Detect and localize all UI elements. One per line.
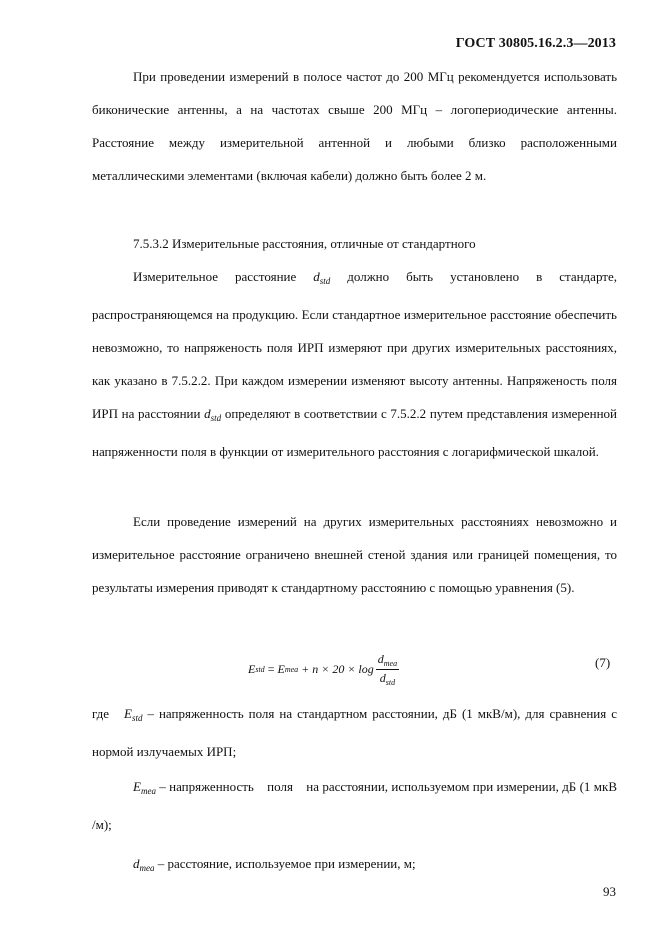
denominator-sub: std xyxy=(385,677,396,687)
var-d: d xyxy=(133,856,140,871)
denominator-var: d xyxy=(379,670,386,685)
equation xyxy=(248,648,399,690)
paragraph-emea xyxy=(92,770,621,841)
numerator-var: d xyxy=(377,651,384,666)
var-E: E xyxy=(124,706,132,721)
fraction-denominator xyxy=(378,670,397,687)
section-heading: 7.5.3.2 Измерительные расстояния, отличные от стандартного xyxy=(133,236,476,251)
paragraph-dmea xyxy=(92,847,617,885)
text-fragment: – расстояние, используемое при измерении, м; xyxy=(154,856,416,871)
formula-equals: = xyxy=(264,661,278,676)
var-d: d xyxy=(204,406,211,421)
text-fragment: должно быть установлено в стандарте, распространяющемся на продукцию. Если стандартное измерительное расстояние обеспечить невозможно, то напряженость поля ИРП измеряют при других измерительных расстояниях, как указано в 7.5.2.2. При каждом измерении изменяют высоту антенны. Напряженость поля ИРП на расстоянии xyxy=(92,269,617,421)
subscript-mea: mea xyxy=(140,786,156,796)
text-fragment: определяют в соответствии с 7.5.2.2 путем представления измеренной напряженности поля в функции от измерительного расстояния с логарифмической шкалой. xyxy=(92,406,618,459)
document-header: ГОСТ 30805.16.2.3—2013 xyxy=(455,36,616,51)
text-fragment: – напряженность поля на расстоянии, используемом при измерении, дБ (1 мкВ /м); xyxy=(92,779,621,832)
subscript-std: std xyxy=(319,276,331,286)
paragraph-antennas: При проведении измерений в полосе частот до 200 МГц рекомендуется использовать биконические антенны, а на частотах свыше 200 МГц – логопериодические антенны. Расстояние между измерительной антенной и любыми близко расположенными металлическими элементами (включая кабели) должно быть более 2 м. xyxy=(92,69,617,183)
subscript-std: std xyxy=(131,713,143,723)
var-d: d xyxy=(313,269,320,284)
formula-fraction xyxy=(376,652,399,687)
formula-rest: + n × 20 × log xyxy=(298,661,374,676)
subscript-std: std xyxy=(210,413,222,423)
page-number: 93 xyxy=(603,884,616,899)
text-fragment: – напряженность поля на стандартном расстоянии, дБ (1 мкВ/м), для сравнения с нормой излучаемых ИРП; xyxy=(92,706,617,759)
text-fragment: Измерительное расстояние xyxy=(133,269,314,284)
paragraph-measurement-distance xyxy=(92,260,617,468)
formula-term-var: E xyxy=(277,661,285,676)
formula-lhs-sub: std xyxy=(255,664,265,674)
var-E: E xyxy=(133,779,141,794)
paragraph-alternative-distance: Если проведение измерений на других измерительных расстояниях невозможно и измерительное расстояние ограничено внешней стеной здания или границей помещения, то результаты измерения приводят к стандартному расстоянию с помощью уравнения (5). xyxy=(92,514,617,595)
numerator-sub: mea xyxy=(383,658,398,668)
formula-lhs-var: E xyxy=(248,661,256,676)
subscript-mea: mea xyxy=(139,863,155,873)
fraction-numerator xyxy=(376,652,399,670)
equation-number: (7) xyxy=(595,655,611,670)
text-fragment: где xyxy=(92,706,125,721)
formula-term-sub: mea xyxy=(284,664,299,674)
paragraph-where-estd xyxy=(92,697,617,768)
